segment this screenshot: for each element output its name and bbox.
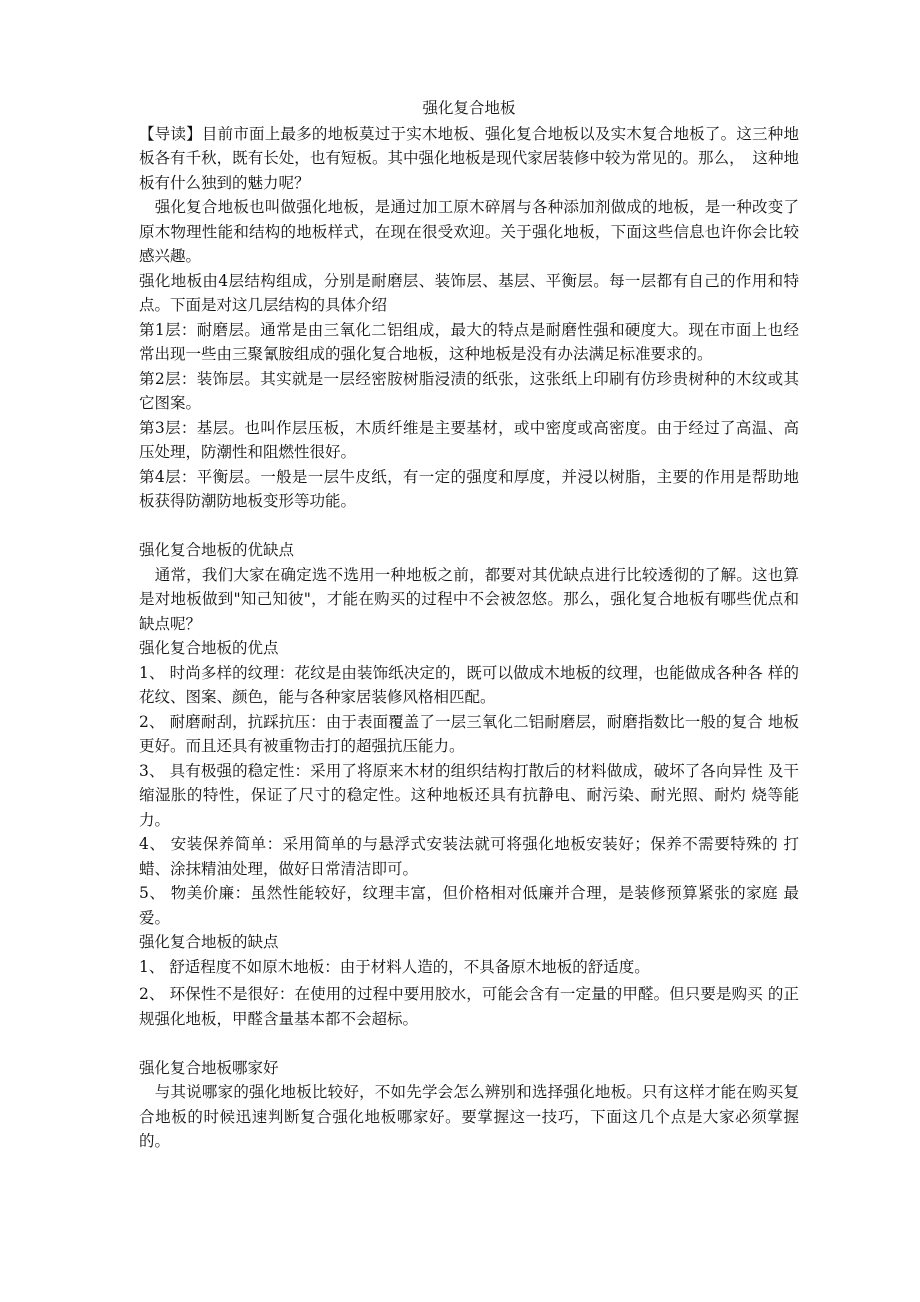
pro-item-2: 2、 耐磨耐刮，抗踩抗压：由于表面覆盖了一层三氧化二铝耐磨层，耐磨指数比一般的复合 地板更好。而且还具有被重物击打的超强抗压能力。	[139, 712, 799, 755]
definition-paragraph: 强化复合地板也叫做强化地板，是通过加工原木碎屑与各种添加剂做成的地板，是一种改变了原木物理性能和结构的地板样式，在现在很受欢迎。关于强化地板，下面这些信息也许你会比较感兴趣。	[139, 198, 799, 265]
con-item-1: 1、 舒适程度不如原木地板：由于材料人造的，不具备原木地板的舒适度。	[139, 957, 650, 976]
spacer	[139, 1031, 799, 1056]
spacer	[139, 514, 799, 539]
layer-3-paragraph: 第3层：基层。也叫作层压板，木质纤维是主要基材，或中密度或高密度。由于经过了高温、高压处理，防潮性和阻燃性很好。	[139, 418, 799, 461]
intro-paragraph: 【导读】目前市面上最多的地板莫过于实木地板、强化复合地板以及实木复合地板了。这三种地板各有千秋，既有长处，也有短板。其中强化地板是现代家居装修中较为常见的。那么， 这种地板有什么独到的魅力呢？	[139, 124, 799, 192]
pro-item-3: 3、 具有极强的稳定性：采用了将原来木材的组织结构打散后的材料做成，破坏了各向异性 及干缩湿胀的特性，保证了尺寸的稳定性。这种地板还具有抗静电、耐污染、耐光照、耐灼 烧等能力。	[139, 761, 799, 829]
structure-paragraph: 强化地板由4层结构组成，分别是耐磨层、装饰层、基层、平衡层。每一层都有自己的作用和特点。下面是对这几层结构的具体介绍	[139, 271, 799, 314]
pro-item-5: 5、 物美价廉：虽然性能较好，纹理丰富，但价格相对低廉并合理，是装修预算紧张的家庭 最爱。	[139, 884, 799, 927]
document-body	[139, 96, 799, 1154]
con-item-2: 2、 环保性不是很好：在使用的过程中要用胶水，可能会含有一定量的甲醛。但只要是购买 的正规强化地板，甲醛含量基本都不会超标。	[139, 985, 799, 1028]
pros-cons-intro-paragraph: 通常，我们大家在确定选不选用一种地板之前，都要对其优缺点进行比较透彻的了解。这也算是对地板做到"知己知彼"，才能在购买的过程中不会被忽悠。那么，强化复合地板有哪些优点和缺点呢？	[139, 565, 799, 633]
pro-item-1: 1、 时尚多样的纹理：花纹是由装饰纸决定的，既可以做成木地板的纹理，也能做成各种各 样的花纹、图案、颜色，能与各种家居装修风格相匹配。	[139, 663, 799, 706]
layer-2-paragraph: 第2层：装饰层。其实就是一层经密胺树脂浸渍的纸张，这张纸上印刷有仿珍贵树种的木纹或其它图案。	[139, 369, 799, 412]
which-brand-paragraph: 与其说哪家的强化地板比较好，不如先学会怎么辨别和选择强化地板。只有这样才能在购买复合地板的时候迅速判断复合强化地板哪家好。要掌握这一技巧，下面这几个点是大家必须掌握的。	[139, 1083, 799, 1150]
pros-heading: 强化复合地板的优点	[139, 639, 279, 657]
layer-4-paragraph: 第4层：平衡层。一般是一层牛皮纸，有一定的强度和厚度，并浸以树脂，主要的作用是帮助地板获得防潮防地板变形等功能。	[139, 467, 799, 510]
section-heading-which-brand: 强化复合地板哪家好	[139, 1058, 279, 1077]
layer-1-paragraph: 第1层：耐磨层。通常是由三氧化二铝组成，最大的特点是耐磨性强和硬度大。现在市面上也经常出现一些由三聚氰胺组成的强化复合地板，这种地板是没有办法满足标准要求的。	[139, 320, 799, 363]
page-title: 强化复合地板	[422, 99, 516, 117]
pro-item-4: 4、 安装保养简单：采用简单的与悬浮式安装法就可将强化地板安装好；保养不需要特殊的 打蜡、涂抹精油处理，做好日常清洁即可。	[139, 835, 799, 878]
cons-heading: 强化复合地板的缺点	[139, 933, 279, 951]
section-heading-pros-cons: 强化复合地板的优缺点	[139, 541, 295, 559]
